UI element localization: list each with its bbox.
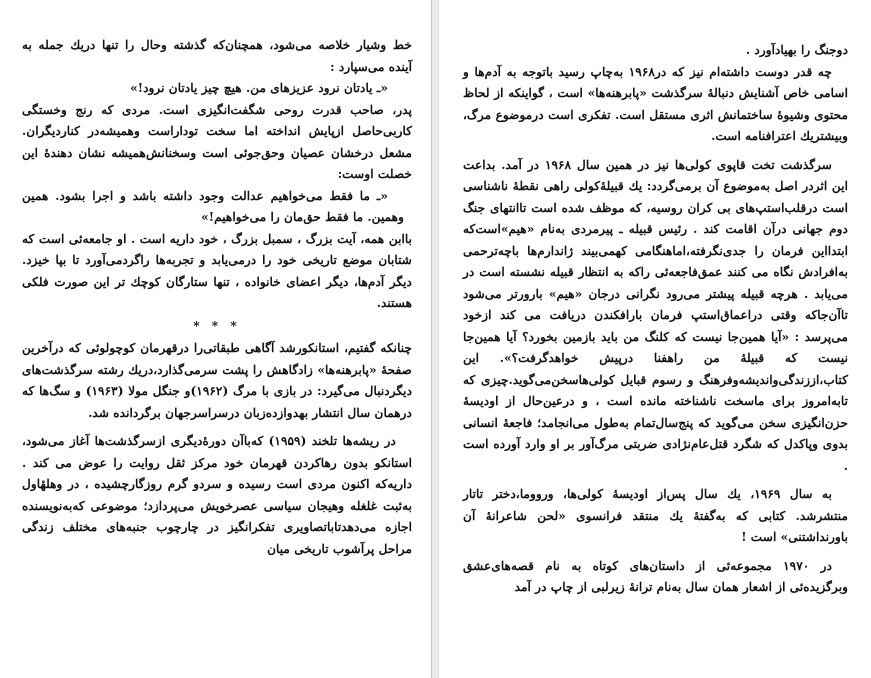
left-page [0,0,432,678]
section-separator: * * * [193,318,241,333]
paragraph: به سال ۱۹۶۹، یك سال پس‌از اودیسهٔ کولی‌ها، ورووما،دختر تاتار منتشرشد. کتابی که به‌گفتهٔ یك منتقد فرانسوی «لحن شاعرانهٔ آن باورنداشتنی» است ! [463,487,848,544]
paragraph: چه قدر دوست داشته‌ام نیز که در۱۹۶۸ به‌چاپ رسید باتوجه به آدم‌ها و اسامی خاص آشنایش دنبالهٔ سرگذشت «پابرهنه‌ها» است ، گواینکه از لحاظ محتوی وشیوهٔ ساختمانش اثری مستقل است. تفکری است درموضوع مرگ، وبیشتریك اعترافنامه است. [463,64,848,143]
paragraph: در ریشه‌ها تلخند (۱۹۵۹) که‌باآن دوره‌ٔدیگری ازسرگذشت‌ها آغاز می‌شود، استانکو بدون رهاکردن قهرمان خود مرکز ثقل روایت را عوض می کند . داریه‌که اکنون مردی است رسیده و سردو گرم روزگارچشیده ، در وهلهٔاول به‌ئبت غلغله وهیجان سیاسی عصرخویش می‌پردازد؛ موضوعی که‌به‌نویسنده اجازه می‌دهدتاباتصاویری تفکرانگیز در چارچوب جنبه‌های مختلف زندگی مراحل پرآشوب تاریخی میان [22,434,412,556]
quote-paragraph: «ـ یادتان نرود عزیزهای من. هیچ چیز یادتان نرود!» [130,81,388,95]
paragraph: دوجنگ را بهیادآورد . [745,43,848,57]
paragraph: سرگذشت تخت قاپوی کولی‌ها نیز در همین سال ۱۹۶۸ در آمد. بداعت این اثردر اصل به‌موضوع آن برمی‌گردد: یك قبیلهٔ‌کولی راهی نقطهٔ ناشناسی است درقلب‌استپ‌های بی کران روسیه، که موظف شده است تاانتهای جنگ دوم جهانی درآن اقامت کند . رئیس قبیله ـ پیرمردی به‌نام «هیم»است‌که ابتدااین فرمان را جدی‌نگرفته،اماهنگامی کهمی‌بیند ژاندارم‌ها باچه‌ترحمی به‌افرادش نگاه می کنند عمق‌فاجعه‌ئی راکه به انتظار قبیله نشسته است در می‌یابد . هرچه قبیله پیشتر می‌رود نگرانی درجان «هیم» بارورتر می‌شود تاآن‌جاکه وقتی دراعماق‌استپ فرمان بارافکندن دریافت می کند ازخود می‌پرسد : «آیا همین‌جا نیست که کلنگ من باید بازمین بخورد؟ آیا همین‌جا نیست که قبیلهٔ من راهفنا درپیش خواهدگرفت؟». این کتاب،اززندگی‌واندیشه‌وفرهنگ و رسوم قبایل کولی‌ها‌سخن‌می‌گوید.چیزی که تابه‌امروز برای ماسخت ناشناخته مانده است ، و درعین‌حال از اودیسهٔ حزن‌انگیزی سخن می‌گوید که پنج‌سال‌تمام به‌طول می‌انجامد؛ فاجعهٔ انسانی بدوی وپاکدل که شگرد قتل‌عام‌نژادی ضربتی مرگ‌آور بر او وارد آورده است . [463,157,848,473]
paragraph: باابن همه، آیت بزرگ ، سمبل بزرگ ، خود داریه است . او جامعه‌ئی است که شتابان موضع تاریخی خود را درمی‌یابد و تجربه‌ها راگردمی‌آورد تا بپا خیزد. دیگر آدم‌ها، دیگر اعضای خانواده ، تنها ستارگان کوچك تر این صورت فلکی هستند. [22,231,412,310]
paragraph: خط وشیار خلاصه می‌شود، همچنان‌که گذشته وحال را تنها دریك جمله به آینده می‌سپارد : [22,38,412,74]
paragraph: چنانکه گفتیم، استانکورشد آگاهی طبقاتی‌را درقهرمان کوچولوئی که درآخرین صفحهٔ «پابرهنه‌ها» زادگاهش را پشت سرمی‌گذارد،دریك رشته سرگذشت‌های دیگردنبال می‌گیرد: در بازی با مرگ (۱۹۶۲)و جنگل مولا (۱۹۶۳) و سگ‌ها که درهمان سال انتشار بهدوازده‌زبان درسراسرجهان برگردانده شد. [22,341,412,420]
quote-paragraph: «ـ ما فقط می‌خواهیم عدالت وجود داشته باشد و اجرا بشود. همین وهمین. ما فقط حق‌مان را می‌خواهیم!» [22,188,404,224]
paragraph: در ۱۹۷۰ مجموعه‌ئی از داستان‌های کوتاه به نام قصه‌های‌عشق وبرگزیده‌ئی از اشعار همان سال به‌نام ترانهٔ زیرلبی از چاپ در آمد [463,558,848,594]
right-page-text [463,40,848,599]
left-page-text [22,35,412,560]
paragraph: پدر، صاحب قدرت روحی شگفت‌انگیزی است. مردی که رنج وخستگی کاربی‌حاصل ازپایش انداخته اما سخت توداراست وهمیشه‌در کناردیگران. مشعل درخشان عصیان وحق‌جوئی است وسخنانش‌همیشه نشان دهندهٔ این خصلت اوست: [22,102,412,181]
right-page [438,0,871,678]
